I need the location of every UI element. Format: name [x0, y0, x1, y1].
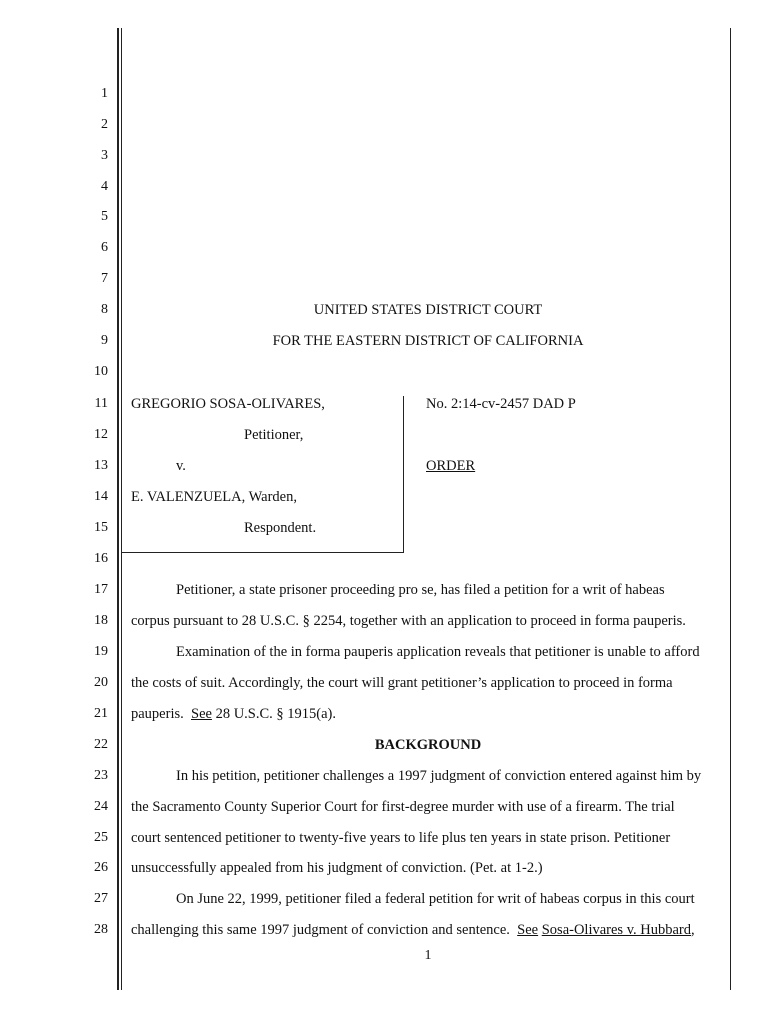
line-number: 26: [94, 860, 108, 875]
line-number: 4: [101, 179, 108, 194]
left-margin-rule-inner: [121, 28, 122, 990]
citation-signal: See: [517, 922, 539, 938]
line-number: 22: [94, 737, 108, 752]
line-number: 3: [101, 148, 108, 163]
line-number: 12: [94, 427, 108, 442]
line-number: 21: [94, 706, 108, 721]
body-line: Examination of the in forma pauperis application reveals that petitioner is unable to afford: [176, 644, 700, 660]
body-line: Petitioner, a state prisoner proceeding pro se, has filed a petition for a writ of habeas: [176, 582, 665, 598]
respondent-name: E. VALENZUELA, Warden,: [131, 489, 297, 505]
petitioner-name: GREGORIO SOSA-OLIVARES,: [131, 396, 325, 412]
line-number: 9: [101, 333, 108, 348]
body-line: court sentenced petitioner to twenty-five years to life plus ten years in state prison. Petitioner: [131, 830, 671, 846]
line-number: 19: [94, 644, 108, 659]
line-number: 13: [94, 458, 108, 473]
respondent-role: Respondent.: [244, 520, 317, 536]
line-number: 17: [94, 582, 108, 597]
body-text: challenging this same 1997 judgment of conviction and sentence.: [131, 922, 518, 938]
line-number: 27: [94, 891, 108, 906]
body-line: corpus pursuant to 28 U.S.C. § 2254, together with an application to proceed in forma pauperis.: [131, 613, 686, 629]
body-line: In his petition, petitioner challenges a 1997 judgment of conviction entered against him by: [176, 768, 702, 784]
body-line: the Sacramento County Superior Court for first-degree murder with use of a firearm. The trial: [131, 799, 675, 815]
left-margin-rule: [117, 28, 119, 990]
line-number: 18: [94, 613, 108, 628]
line-number: 25: [94, 830, 108, 845]
line-number: 24: [94, 799, 108, 814]
line-number: 15: [94, 520, 108, 535]
page-number: 1: [424, 948, 432, 963]
citation-signal: See: [191, 706, 212, 722]
case-number: No. 2:14-cv-2457 DAD P: [426, 396, 576, 412]
body-text: 28 U.S.C. § 1915(a).: [211, 706, 336, 722]
right-margin-rule: [730, 28, 731, 990]
line-number: 1: [101, 86, 108, 101]
line-number: 23: [94, 768, 108, 783]
body-text: ,: [691, 922, 695, 938]
line-number: 11: [94, 396, 108, 411]
body-line: the costs of suit. Accordingly, the court will grant petitioner’s application to proceed in forma: [131, 675, 673, 691]
line-number: 2: [101, 117, 108, 132]
court-district: FOR THE EASTERN DISTRICT OF CALIFORNIA: [272, 333, 584, 349]
body-line: unsuccessfully appealed from his judgment of conviction. (Pet. at 1-2.): [131, 860, 543, 876]
line-number: 14: [94, 489, 108, 504]
body-line-citation: [131, 706, 336, 723]
caption-horizontal-rule: [122, 552, 404, 553]
court-name: UNITED STATES DISTRICT COURT: [313, 302, 543, 318]
line-number: 6: [101, 240, 108, 255]
petitioner-role: Petitioner,: [244, 427, 304, 443]
body-text: pauperis.: [131, 706, 191, 722]
line-number: 5: [101, 209, 108, 224]
body-line-citation: [131, 922, 695, 939]
line-number: 8: [101, 302, 108, 317]
line-number: 28: [94, 922, 108, 937]
line-number: 10: [94, 364, 108, 379]
caption-vertical-rule: [403, 396, 404, 552]
versus: v.: [176, 458, 186, 474]
line-number: 20: [94, 675, 108, 690]
body-line: On June 22, 1999, petitioner filed a federal petition for writ of habeas corpus in this court: [176, 891, 695, 907]
line-number: 16: [94, 551, 108, 566]
line-number: 7: [101, 271, 108, 286]
document-title: ORDER: [426, 458, 476, 474]
section-heading: BACKGROUND: [374, 737, 482, 753]
case-citation: Sosa-Olivares v. Hubbard: [541, 922, 691, 938]
